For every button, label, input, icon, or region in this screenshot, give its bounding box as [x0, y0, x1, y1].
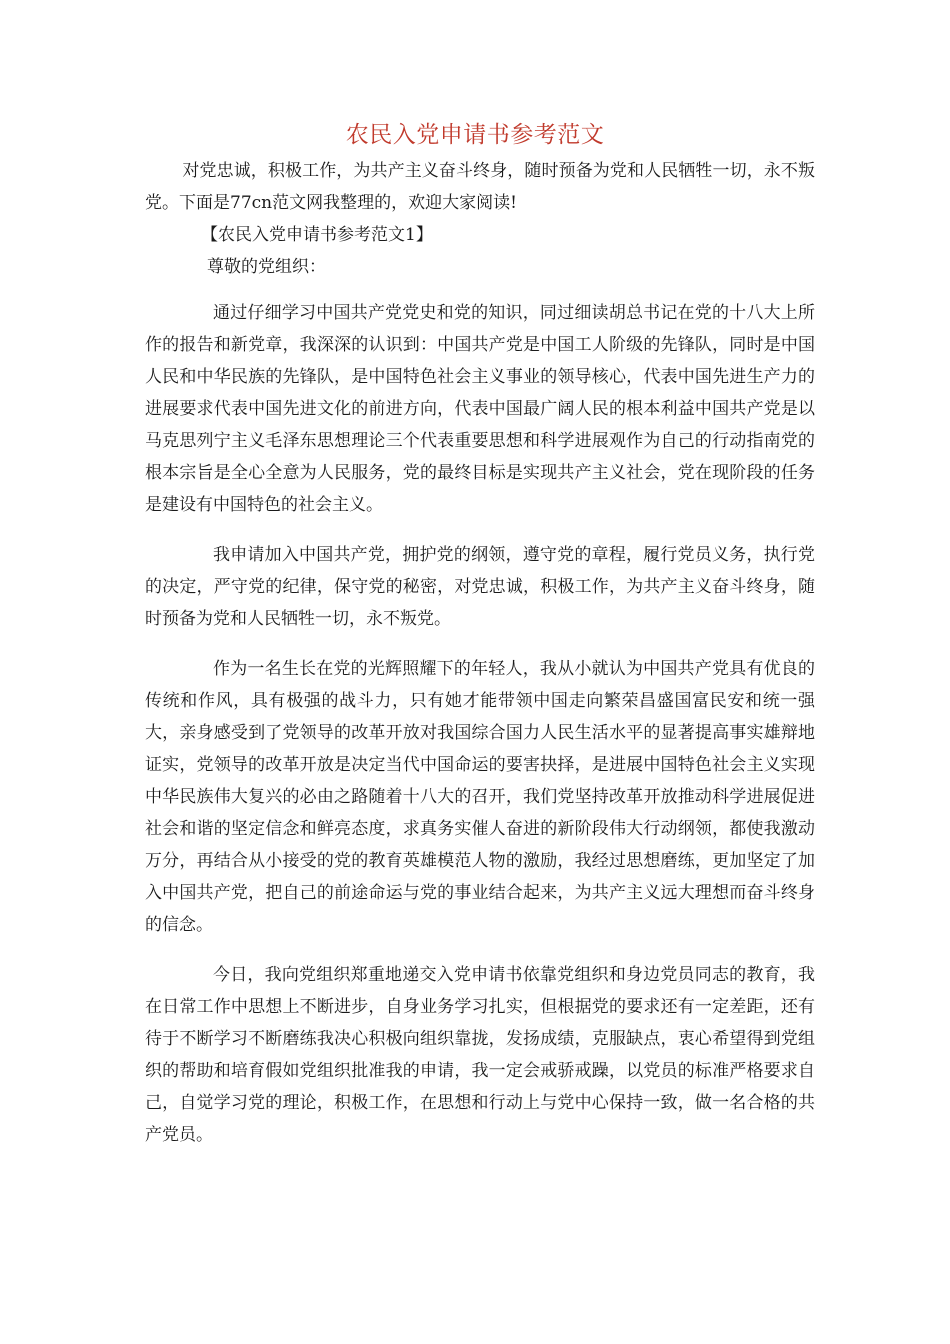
- document-body: [145, 155, 815, 1151]
- body-paragraph-2: 我申请加入中国共产党，拥护党的纲领，遵守党的章程，履行党员义务，执行党的决定，严守党的纪律，保守党的秘密，对党忠诚，积极工作，为共产主义奋斗终身，随时预备为党和人民牺牲一切，永不叛党。: [145, 545, 815, 629]
- intro-paragraph: 对党忠诚，积极工作，为共产主义奋斗终身，随时预备为党和人民牺牲一切，永不叛党。下面是77cn范文网我整理的，欢迎大家阅读!: [145, 161, 815, 213]
- body-paragraph-3: 作为一名生长在党的光辉照耀下的年轻人，我从小就认为中国共产党具有优良的传统和作风，具有极强的战斗力，只有她才能带领中国走向繁荣昌盛国富民安和统一强大，亲身感受到了党领导的改革开放对我国综合国力人民生活水平的显著提高事实雄辩地证实，党领导的改革开放是决定当代中国命运的要害抉择，是进展中国特色社会主义实现中华民族伟大复兴的必由之路随着十八大的召开，我们党坚持改革开放推动科学进展促进社会和谐的坚定信念和鲜亮态度，求真务实催人奋进的新阶段伟大行动纲领，都使我激动万分，再结合从小接受的党的教育英雄模范人物的激励，我经过思想磨练，更加坚定了加入中国共产党，把自己的前途命运与党的事业结合起来，为共产主义远大理想而奋斗终身的信念。: [145, 659, 815, 935]
- salutation: 尊敬的党组织：: [207, 257, 326, 277]
- document-title: 农民入党申请书参考范文: [345, 122, 605, 148]
- body-paragraph-1: 通过仔细学习中国共产党党史和党的知识，同过细读胡总书记在党的十八大上所作的报告和新党章，我深深的认识到：中国共产党是中国工人阶级的先锋队，同时是中国人民和中华民族的先锋队，是中国特色社会主义事业的领导核心，代表中国先进生产力的进展要求代表中国先进文化的前进方向，代表中国最广阔人民的根本利益中国共产党是以马克思列宁主义毛泽东思想理论三个代表重要思想和科学进展观作为自己的行动指南党的根本宗旨是全心全意为人民服务，党的最终目标是实现共产主义社会，党在现阶段的任务是建设有中国特色的社会主义。: [145, 303, 815, 515]
- section-heading: 【农民入党申请书参考范文1】: [201, 225, 433, 245]
- body-paragraph-4: 今日，我向党组织郑重地递交入党申请书依靠党组织和身边党员同志的教育，我在日常工作中思想上不断进步，自身业务学习扎实，但根据党的要求还有一定差距，还有待于不断学习不断磨练我决心积极向组织靠拢，发扬成绩，克服缺点，衷心希望得到党组织的帮助和培育假如党组织批准我的申请，我一定会戒骄戒躁，以党员的标准严格要求自己，自觉学习党的理论，积极工作，在思想和行动上与党中心保持一致，做一名合格的共产党员。: [145, 965, 815, 1145]
